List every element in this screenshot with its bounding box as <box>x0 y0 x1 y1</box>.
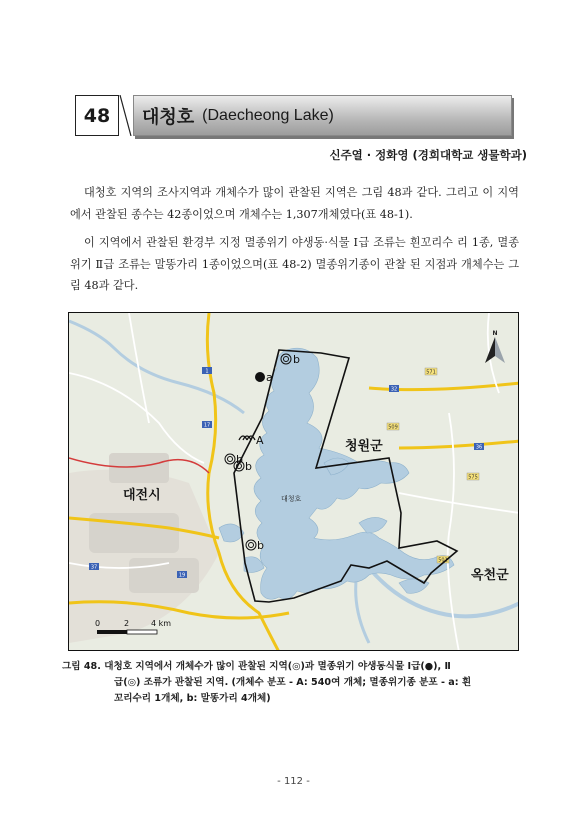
authors-line: 신주열 · 정화영 (경희대학교 생물학과) <box>329 148 527 162</box>
marker-b-top: b <box>293 353 300 366</box>
section-title-korean: 대청호 <box>142 106 195 128</box>
paragraph-2 <box>70 232 519 297</box>
region-okcheon: 옥천군 <box>471 568 509 583</box>
road-label-19: 19 <box>178 572 186 579</box>
paragraph-2-line-2: 리 1종, 멸종위기 Ⅱ급 조류는 말똥가리 1종이었으며(표 48-2) 멸종위기종이 관찰 <box>70 236 520 271</box>
caption-line-1: 그림 48. 대청호 지역에서 개체수가 많이 관찰된 지역(◎)과 멸종위기 야생동식물 Ⅰ급(●), Ⅱ <box>62 661 451 672</box>
road-label-37: 37 <box>90 564 98 571</box>
section-title-bar <box>133 95 512 136</box>
paragraph-2-line-1: 이 지역에서 관찰된 환경부 지정 멸종위기 야생동·식물 Ⅰ급 조류는 흰꼬리수 <box>84 236 453 249</box>
marker-A: A <box>256 434 264 447</box>
region-cheongwon: 청원군 <box>345 439 383 454</box>
scale-4km: 4 km <box>151 619 172 628</box>
caption-line-3: 꼬리수리 1개체, b: 말똥가리 4개체) <box>114 693 271 704</box>
road-label-1: 1 <box>205 368 209 375</box>
marker-a: a <box>266 371 273 384</box>
marker-b-4: b <box>257 539 264 552</box>
region-lake: 대청호 <box>281 495 302 503</box>
road-label-575: 575 <box>468 474 478 481</box>
road-label-571: 571 <box>426 369 436 376</box>
paragraph-2-line-3: 된 지점과 개체수는 그림 48과 같다. <box>70 257 519 292</box>
scale-2: 2 <box>124 619 130 628</box>
marker-b-3: b <box>245 460 252 473</box>
north-label: N <box>492 330 498 337</box>
marker-b-2: b <box>236 453 243 466</box>
road-label-32: 32 <box>390 386 398 393</box>
scale-0: 0 <box>95 619 101 628</box>
paragraph-1 <box>70 182 519 225</box>
road-label-36: 36 <box>475 444 483 451</box>
figure-caption <box>62 659 524 707</box>
road-label-509: 509 <box>388 424 398 431</box>
section-header <box>75 95 512 136</box>
section-number: 48 <box>75 95 119 136</box>
survey-map <box>68 312 519 651</box>
survey-map-svg <box>69 313 519 651</box>
caption-line-2: 급(◎) 조류가 관찰된 지역. (개체수 분포 - A: 540여 개체; 멸종위기종 분포 - a: 흰 <box>114 677 472 688</box>
header-divider-icon <box>75 95 135 136</box>
paragraph-1-line-2: 이 지역에서 관찰된 종수는 42종이었으며 개체수는 1,307개체였다(표 48-1). <box>70 186 519 221</box>
section-title-english: (Daecheong Lake) <box>202 106 334 124</box>
page-number: - 112 - <box>277 776 310 787</box>
region-daejeon: 대전시 <box>123 488 161 503</box>
paragraph-1-line-1: 대청호 지역의 조사지역과 개체수가 많이 관찰된 지역은 그림 48과 같다. 그리고 <box>84 186 479 199</box>
road-label-501: 501 <box>438 557 448 564</box>
road-label-17: 17 <box>203 422 211 429</box>
